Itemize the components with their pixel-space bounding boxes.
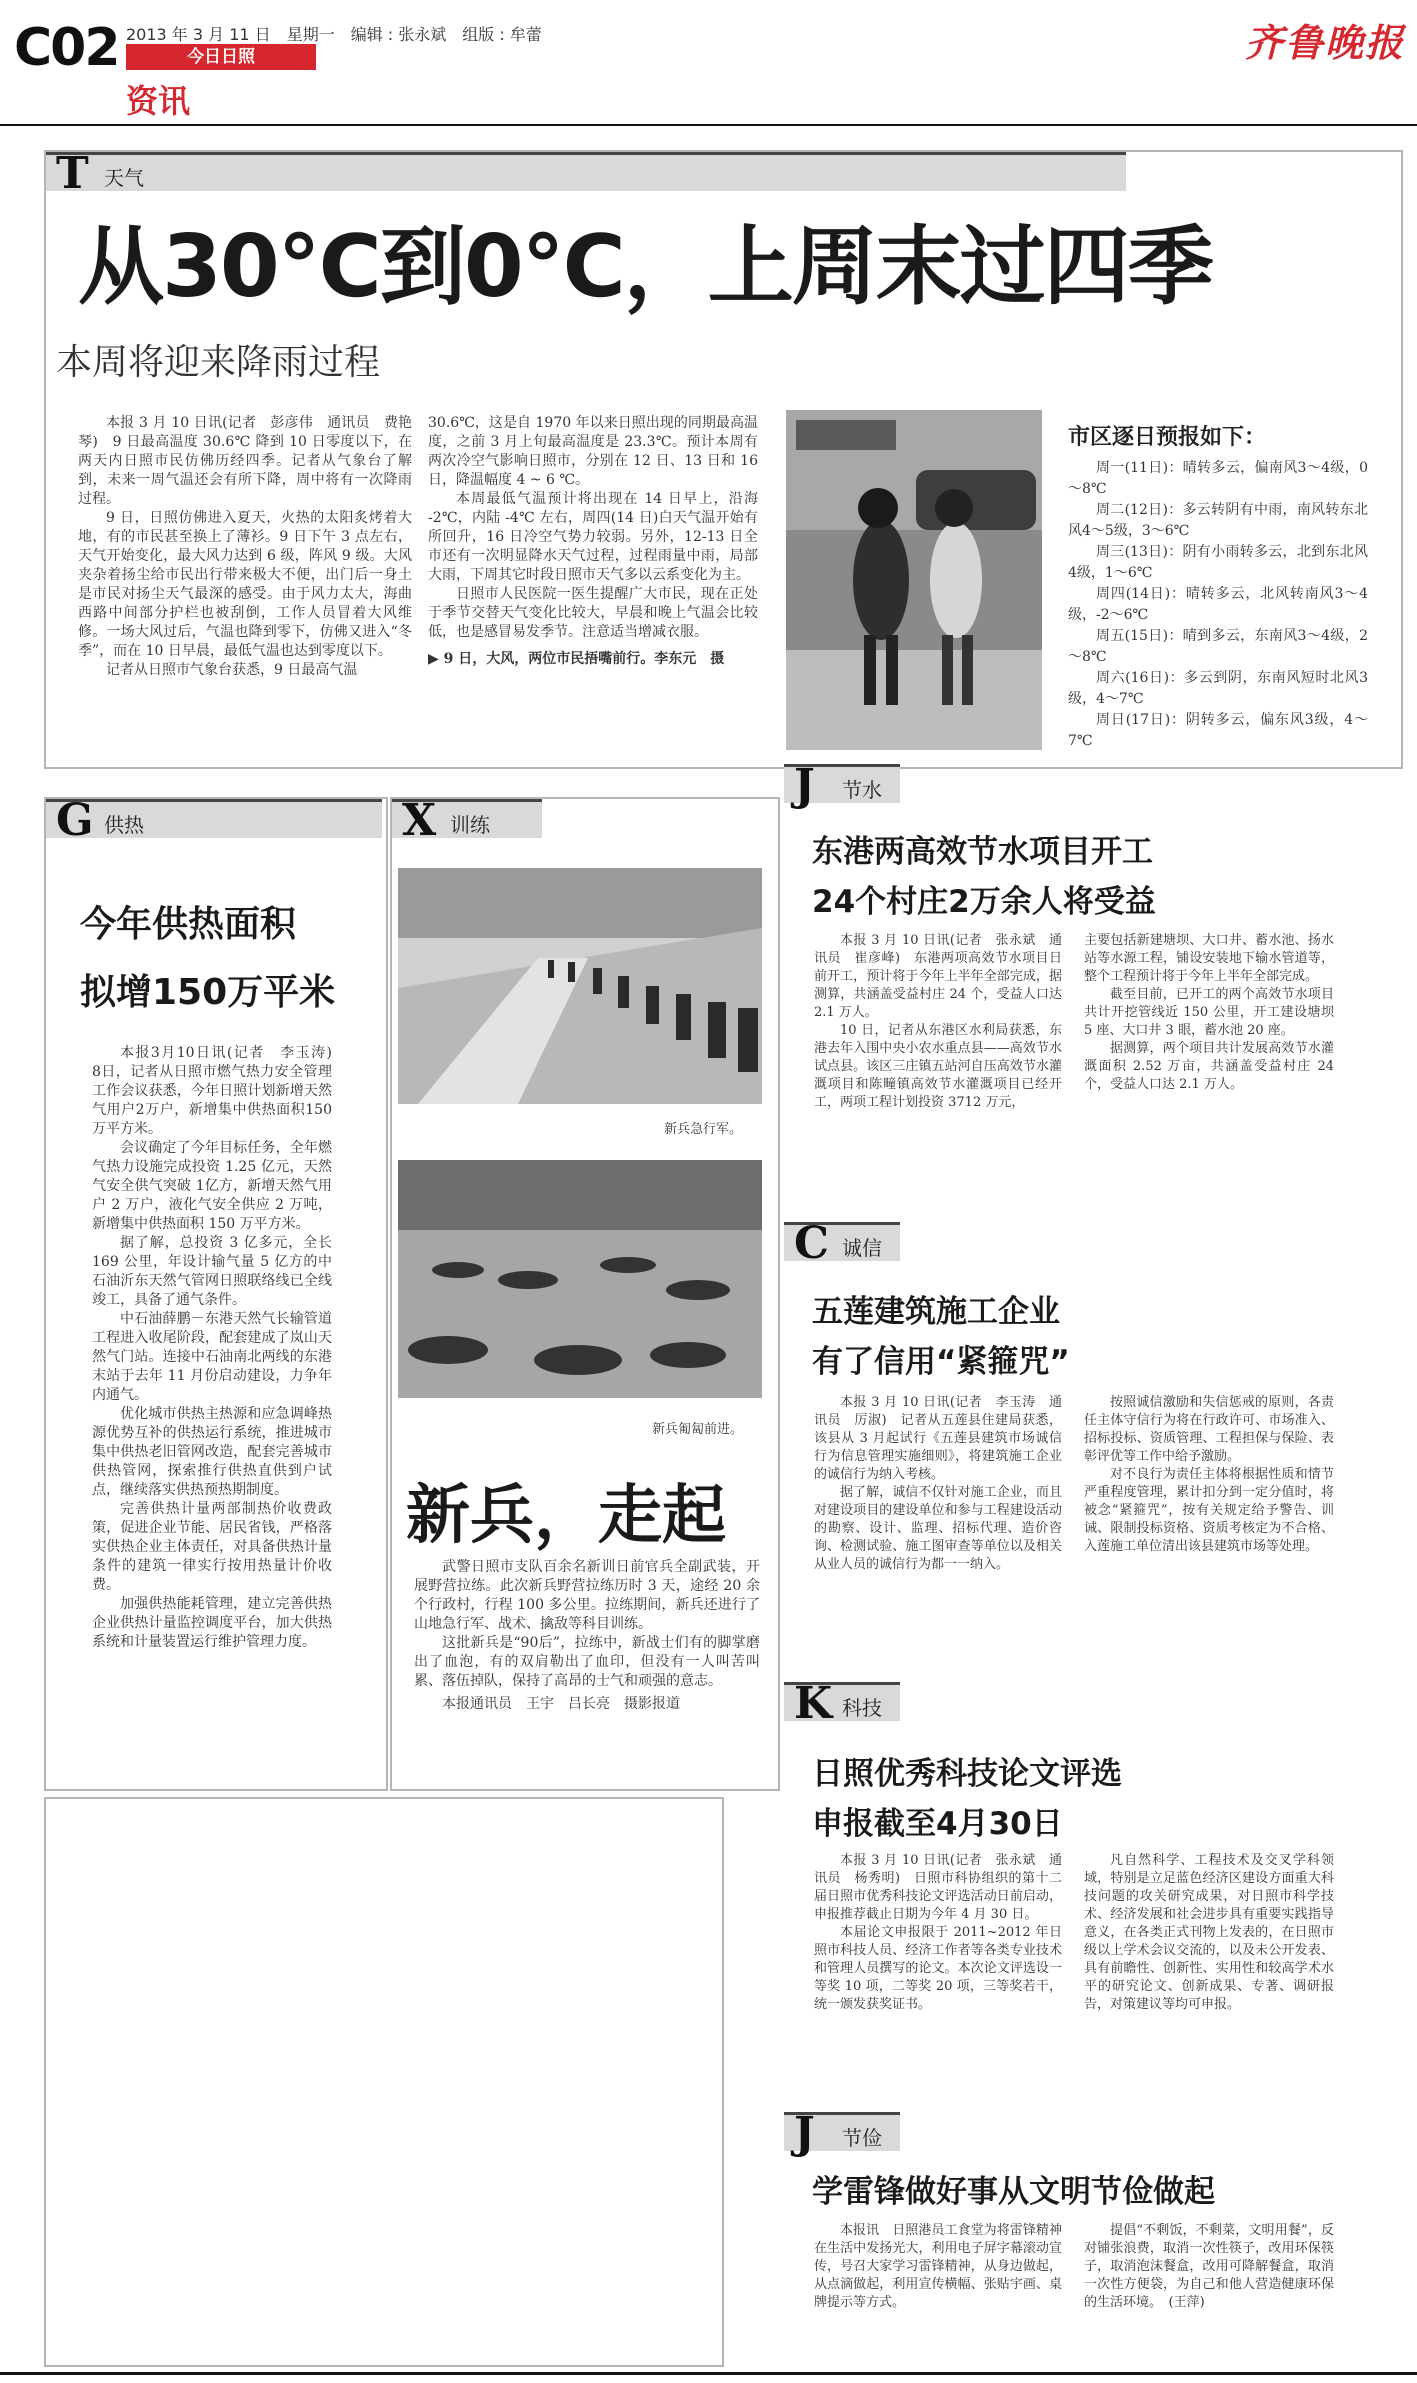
weather-col1-p1: 本报 3 月 10 日讯(记者 彭彦伟 通讯员 费艳琴) 9 日最高温度 30.6℃ 降到 10 日零度以下，在两天内日照市民仿佛历经四季。记者从气象台了解到，未来一周气温还会有所下降，周中将有一次降雨过程。 — [78, 415, 412, 507]
weather-col2-p3: 日照市人民医院一医生提醒广大市民，现在正处于季节交替天气变化比较大，早晨和晚上气温会比较低，也是感冒易发季节。注意适当增减衣服。 — [428, 586, 758, 640]
training-credit: 本报通讯员 王宇 吕长亮 摄影报道 — [442, 1696, 680, 1712]
training-p1: 武警日照市支队百余名新训日前官兵全副武装，开展野营拉练。此次新兵野营拉练历时 3 天，途经 20 余个行政村，行程 100 多公里。拉练期间，新兵还进行了山地急行军、战术、擒敌等科目训练。 — [414, 1559, 760, 1632]
heating-p2: 会议确定了今年目标任务，全年燃气热力设施完成投资 1.25 亿元，天然气安全供气突破 1亿方，新增天然气用户 2 万户，液化气安全供应 2 万吨，新增集中供热面积 150 万平方米。 — [92, 1140, 332, 1232]
forecast-item: 周日(17日)：阴转多云，偏东风3级，4～7℃ — [1068, 712, 1368, 749]
water-tag-bar — [784, 760, 900, 811]
training-body — [414, 1558, 760, 1714]
credit-col-2 — [1084, 1394, 1334, 1556]
training-p2: 这批新兵是“90后”，拉练中，新战士们有的脚掌磨出了血泡，有的双肩勒出了血印，但没有一人叫苦叫累、落伍掉队，保持了高昂的士气和顽强的意志。 — [414, 1635, 760, 1689]
heating-tag: 供热 — [104, 813, 144, 837]
heating-p4: 中石油薛鹏－东港天然气长输管道工程进入收尾阶段，配套建成了岚山天然气门站。连接中石油南北两线的东港末站于去年 11 月份启动建设，力争年内通气。 — [92, 1311, 332, 1403]
credit-headline-2: 有了信用“紧箍咒” — [812, 1344, 1070, 1380]
training-photo-march-caption: 新兵急行军。 — [664, 1122, 743, 1137]
training-headline: 新兵，走起 — [406, 1479, 726, 1553]
heating-p5: 优化城市供热主热源和应急调峰热源优势互补的供热运行系统，推进城市集中供热老旧管网改造，配套完善城市供热管网，探索推行供热直供到户试点，继续落实供热预热期制度。 — [92, 1406, 332, 1498]
weather-col1-p2: 9 日，日照仿佛进入夏天，火热的太阳炙烤着大地，有的市民甚至换上了薄衫。9 日下午 3 点左右，天气开始变化，最大风力达到 6 级，阵风 9 级。大风夹杂着扬尘给市民出行带来极大不便，出门后一身土是市民对扬尘天气最深的感受。由于风力太大，海曲西路中间部分护栏也被刮倒，工作人员冒着大风维修。一场大风过后，气温也降到零下，仿佛又进入“冬季”，而在 10 日早晨，最低气温也达到零度以下。 — [78, 510, 412, 659]
heating-p7: 加强供热能耗管理，建立完善供热企业供热计量监控调度平台，加大供热系统和计量装置运行维护管理力度。 — [92, 1596, 332, 1650]
water-col1-p2: 10 日，记者从东港区水利局获悉，东港去年入围中央小农水重点县——高效节水试点县。该区三庄镇五站河自压高效节水灌溉项目和陈疃镇高效节水灌溉项目已经开工，两项工程计划投资 3712 万元， — [814, 1023, 1062, 1110]
thrift-col2-p1: 提倡“不剩饭，不剩菜，文明用餐”，反对铺张浪费，取消一次性筷子，改用环保筷子，取消泡沫餐盒，改用可降解餐盒，取消一次性方便袋，为自己和他人营造健康环保的生活环境。 (王萍) — [1084, 2223, 1334, 2310]
water-col1-p1: 本报 3 月 10 日讯(记者 张永斌 通讯员 崔彦峰) 东港两项高效节水项目日前开工，预计将于今年上半年全部完成，据测算，共涵盖受益村庄 24 个，受益人口达 2.1 万人。 — [814, 933, 1062, 1020]
masthead-rule — [0, 124, 1417, 126]
heating-body — [92, 1044, 346, 1652]
heating-headline-1: 今年供热面积 — [80, 904, 297, 945]
masthead — [0, 0, 1417, 130]
credit-col1-p2: 据了解，诚信不仅针对施工企业，而且对建设项目的建设单位和参与工程建设活动的勘察、设计、监理、招标代理、造价咨询、检测试验、施工图审查等单位以及相关从业人员的诚信行为都一一纳入。 — [814, 1485, 1062, 1572]
heating-p1: 本报3月10日讯(记者 李玉涛) 8日，记者从日照市燃气热力安全管理工作会议获悉，今年日照计划新增天然气用户2万户，新增集中供热面积150万平方米。 — [92, 1045, 346, 1137]
weather-tag: 天气 — [104, 166, 144, 190]
forecast-title: 市区逐日预报如下： — [1068, 425, 1267, 450]
thrift-col-1 — [814, 2222, 1062, 2312]
paper-name-logo: 齐鲁晚报 — [1245, 20, 1406, 65]
forecast-item: 周三(13日)：阴有小雨转多云，北到东北风4级，1～6℃ — [1068, 544, 1368, 581]
credit-tag-bar — [784, 1218, 900, 1269]
forecast-list — [1068, 458, 1368, 752]
water-col2-p1: 主要包括新建塘坝、大口井、蓄水池、扬水站等水源工程，铺设安装地下输水管道等，整个工程预计将于今年上半年全部完成。 — [1084, 933, 1334, 984]
heating-headline-2: 拟增150万平米 — [80, 972, 336, 1013]
water-tag: 节水 — [842, 778, 882, 802]
column-tab: 今日日照 — [126, 44, 316, 70]
science-letter: K — [794, 1678, 833, 1729]
blank-box — [44, 1797, 724, 2367]
credit-col2-p1: 按照诚信激励和失信惩戒的原则，各责任主体守信行为将在行政许可、市场准入、招标投标、资质管理、工程担保与保险、表彰评优等工作中给予激励。 — [1084, 1395, 1334, 1464]
science-headline-2: 申报截至4月30日 — [812, 1806, 1063, 1842]
water-col2-p2: 截至目前，已开工的两个高效节水项目共计开挖管线近 150 公里，开工建设塘坝 5 座、大口井 3 眼，蓄水池 20 座。 — [1084, 987, 1334, 1038]
weather-photo-caption: ▶ 9 日，大风，两位市民捂嘴前行。李东元 摄 — [428, 651, 725, 667]
thrift-col-2 — [1084, 2222, 1334, 2312]
science-col-1 — [814, 1852, 1062, 2014]
science-tag: 科技 — [842, 1696, 882, 1720]
heating-p6: 完善供热计量两部制热价收费政策，促进企业节能、居民省钱，严格落实供热企业主体责任，对具备供热计量条件的建筑一律实行按用热量计价收费。 — [92, 1501, 332, 1593]
training-photo-crawl — [398, 1160, 762, 1398]
water-headline-1: 东港两高效节水项目开工 — [812, 834, 1153, 870]
water-col-2 — [1084, 932, 1334, 1094]
credit-tag: 诚信 — [842, 1236, 882, 1260]
weather-col-2 — [428, 414, 758, 669]
page-bottom-rule — [0, 2372, 1417, 2375]
training-photo-crawl-caption: 新兵匍匐前进。 — [652, 1422, 744, 1437]
thrift-col1-p1: 本报讯 日照港员工食堂为将雷锋精神在生活中发扬光大，利用电子屏字幕滚动宣传，号召大家学习雷锋精神，从身边做起，从点滴做起，利用宣传横幅、张贴宇画、桌牌提示等方式。 — [814, 2223, 1062, 2310]
training-tag-bar — [392, 795, 542, 846]
weather-col2-p2: 本周最低气温预计将出现在 14 日早上，沿海 -2℃，内陆 -4℃ 左右，周四(14 日)白天气温开始有所回升，16 日冷空气势力较弱。另外，12-13 日全市还有一次明显降水天气过程，过程雨量中雨，局部大雨，下周其它时段日照市天气多以云系变化为主。 — [428, 491, 758, 583]
science-headline-1: 日照优秀科技论文评选 — [812, 1756, 1122, 1792]
thrift-letter: J — [794, 2108, 815, 2159]
science-col2-p1: 凡自然科学、工程技术及交叉学科领域，特别是立足蓝色经济区建设方面重大科技问题的攻关研究成果，对日照市科学技术、经济发展和社会进步具有重要实践指导意义，在各类正式刊物上发表的，在日照市级以上学术会议交流的，以及未公开发表、具有前瞻性、创新性、实用性和较高学术水平的研究论文、创新成果、专著、调研报告，对策建议等均可申报。 — [1084, 1853, 1334, 2012]
date-line: 2013 年 3 月 11 日 星期一 编辑 : 张永斌 组版 : 牟蕾 — [126, 25, 542, 44]
thrift-tag-bar — [784, 2108, 900, 2159]
credit-letter: C — [794, 1218, 830, 1269]
credit-col-1 — [814, 1394, 1062, 1574]
heating-p3: 据了解，总投资 3 亿多元，全长 169 公里，年设计输气量 5 亿方的中石油沂东天然气管网日照联络线已全线竣工，具备了通气条件。 — [92, 1235, 332, 1308]
weather-col-1 — [78, 414, 412, 680]
water-col-1 — [814, 932, 1062, 1112]
heating-letter: G — [56, 795, 94, 846]
weather-tag-bar — [46, 148, 1126, 199]
weather-col2-p1: 30.6℃，这是自 1970 年以来日照出现的同期最高温度，之前 3 月上旬最高温度是 23.3℃。预计本周有两次冷空气影响日照市，分别在 12 日、13 日和 16 日，降温幅度 4 ~ 6 ℃。 — [428, 415, 758, 488]
credit-col1-p1: 本报 3 月 10 日讯(记者 李玉涛 通讯员 厉淑) 记者从五莲县住建局获悉，该县从 3 月起试行《五莲县建筑市场诚信行为信息管理实施细则》，将建筑施工企业的诚信行为纳入考核。 — [814, 1395, 1062, 1482]
forecast-item: 周二(12日)：多云转阴有中雨，南风转东北风4～5级，3～6℃ — [1068, 502, 1368, 539]
training-tag: 训练 — [450, 813, 490, 837]
water-col2-p3: 据测算，两个项目共计发展高效节水灌溉面积 2.52 万亩，共涵盖受益村庄 24 个，受益人口达 2.1 万人。 — [1084, 1041, 1334, 1092]
forecast-item: 周四(14日)：晴转多云，北风转南风3～4级，-2～6℃ — [1068, 586, 1368, 623]
water-letter: J — [794, 760, 815, 811]
forecast-item: 周一(11日)：晴转多云，偏南风3～4级，0～8℃ — [1068, 460, 1368, 497]
forecast-item: 周五(15日)：晴到多云，东南风3～4级，2～8℃ — [1068, 628, 1368, 665]
page-number: C02 — [14, 18, 119, 78]
training-photo-march — [398, 868, 762, 1104]
weather-letter: T — [56, 148, 89, 199]
credit-headline-1: 五莲建筑施工企业 — [812, 1294, 1060, 1330]
forecast-item: 周六(16日)：多云到阴，东南风短时北风3级，4～7℃ — [1068, 670, 1368, 707]
column-title: 资讯 — [126, 82, 191, 120]
weather-headline: 从30℃到0℃，上周末过四季 — [78, 217, 1212, 317]
thrift-headline: 学雷锋做好事从文明节俭做起 — [812, 2174, 1215, 2210]
science-col-2 — [1084, 1852, 1334, 2014]
science-col1-p2: 本届论文申报限于 2011~2012 年日照市科技人员、经济工作者等各类专业技术和管理人员撰写的论文。本次论文评选设一等奖 10 项，二等奖 20 项，三等奖若干，统一颁发获奖证书。 — [814, 1925, 1062, 2012]
weather-col1-p3: 记者从日照市气象台获悉，9 日最高气温 — [106, 662, 358, 678]
science-tag-bar — [784, 1678, 900, 1729]
heating-tag-bar — [46, 795, 382, 846]
credit-col2-p2: 对不良行为责任主体将根据性质和情节严重程度管理，累计扣分到一定分值时，将被念“紧箍咒”，按有关规定给予警告、训诫、限制投标资格、资质考核定为不合格、入莲施工单位清出该县建筑市场等处理。 — [1084, 1467, 1334, 1554]
training-letter: X — [402, 795, 437, 846]
weather-photo — [786, 410, 1042, 750]
weather-subhead: 本周将迎来降雨过程 — [56, 342, 381, 383]
water-headline-2: 24个村庄2万余人将受益 — [812, 884, 1156, 920]
science-col1-p1: 本报 3 月 10 日讯(记者 张永斌 通讯员 杨秀明) 日照市科协组织的第十二届日照市优秀科技论文评选活动日前启动，申报推荐截止日期为今年 4 月 30 日。 — [814, 1853, 1062, 1922]
thrift-tag: 节俭 — [842, 2126, 882, 2150]
